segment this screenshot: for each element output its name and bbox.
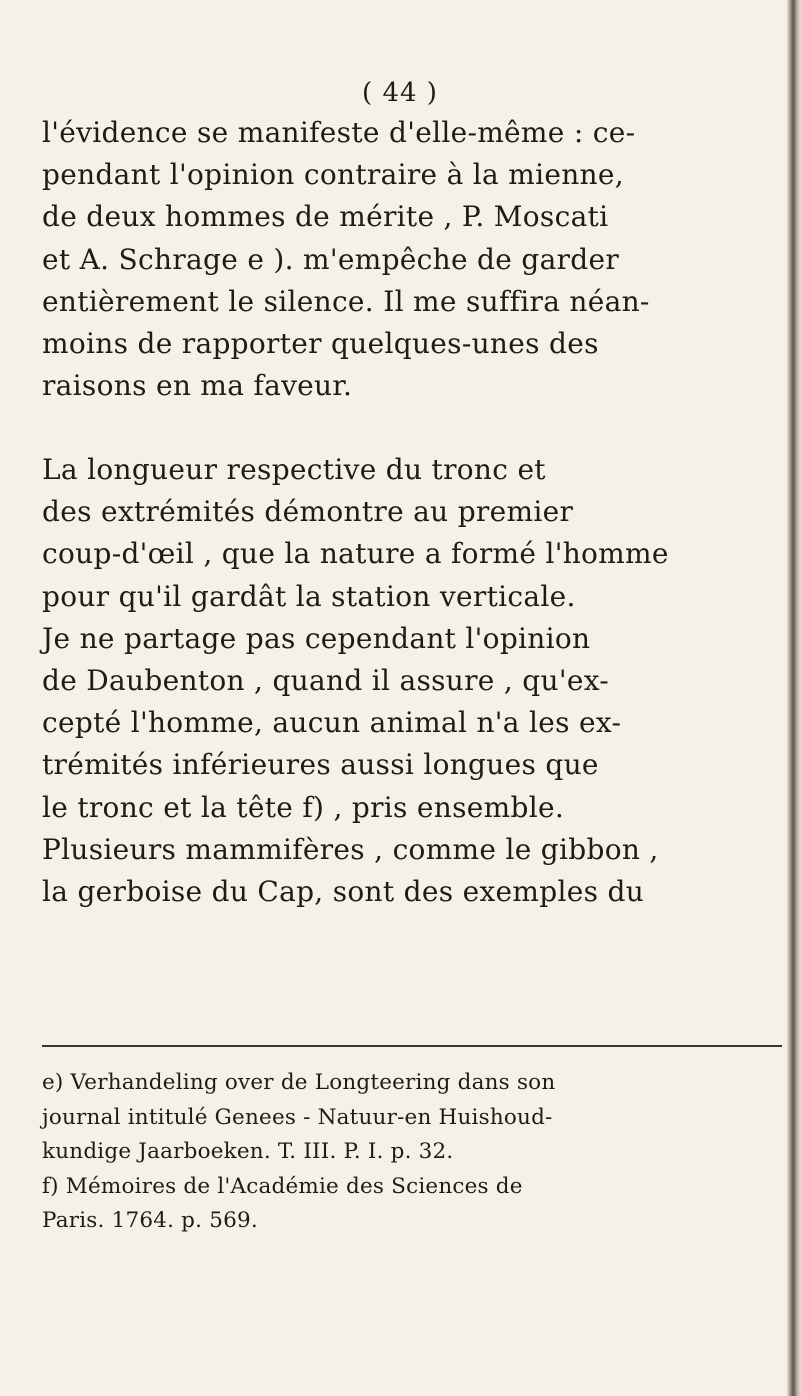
text-line: coup-d'œil , que la nature a formé l'homme: [42, 537, 669, 571]
page-binding-edge: [787, 0, 801, 1396]
text-line: et A. Schrage e ). m'empêche de garder: [42, 242, 620, 276]
text-line: raisons en ma faveur.: [42, 369, 353, 403]
paragraph-1: [42, 112, 782, 407]
text-line: de deux hommes de mérite , P. Moscati: [42, 200, 609, 234]
text-line: La longueur respective du tronc et: [42, 453, 546, 486]
footnote-line: e) Verhandeling over de Longteering dans son: [42, 1070, 556, 1095]
text-line: des extrémités démontre au premier: [42, 495, 574, 529]
text-line: le tronc et la tête f) , pris ensemble.: [42, 790, 565, 824]
text-line: pendant l'opinion contraire à la mienne,: [42, 158, 624, 192]
footnote-line: journal intitulé Genees - Natuur-en Huishoud-: [42, 1104, 553, 1130]
footnote-line: Paris. 1764. p. 569.: [42, 1208, 258, 1233]
text-line: trémités inférieures aussi longues que: [42, 748, 599, 782]
text-line: moins de rapporter quelques-unes des: [42, 327, 599, 361]
page-number: ( 44 ): [362, 78, 438, 108]
text-line: l'évidence se manifeste d'elle-même : ce-: [42, 116, 636, 149]
text-line: de Daubenton , quand il assure , qu'ex-: [42, 664, 610, 698]
text-line: cepté l'homme, aucun animal n'a les ex-: [42, 706, 622, 740]
text-line: Je ne partage pas cependant l'opinion: [42, 621, 591, 655]
paragraph-2: [42, 449, 782, 913]
text-line: pour qu'il gardât la station verticale.: [42, 579, 576, 613]
footnotes: [42, 1066, 782, 1239]
text-line: entièrement le silence. Il me suffira néan-: [42, 284, 650, 318]
text-line: la gerboise du Cap, sont des exemples du: [42, 875, 645, 909]
text-line: Plusieurs mammifères , comme le gibbon ,: [42, 832, 659, 866]
footnote-line: kundige Jaarboeken. T. III. P. I. p. 32.: [42, 1139, 454, 1164]
footnote-divider: [42, 1045, 782, 1047]
footnote-line: f) Mémoires de l'Académie des Sciences de: [42, 1173, 523, 1199]
